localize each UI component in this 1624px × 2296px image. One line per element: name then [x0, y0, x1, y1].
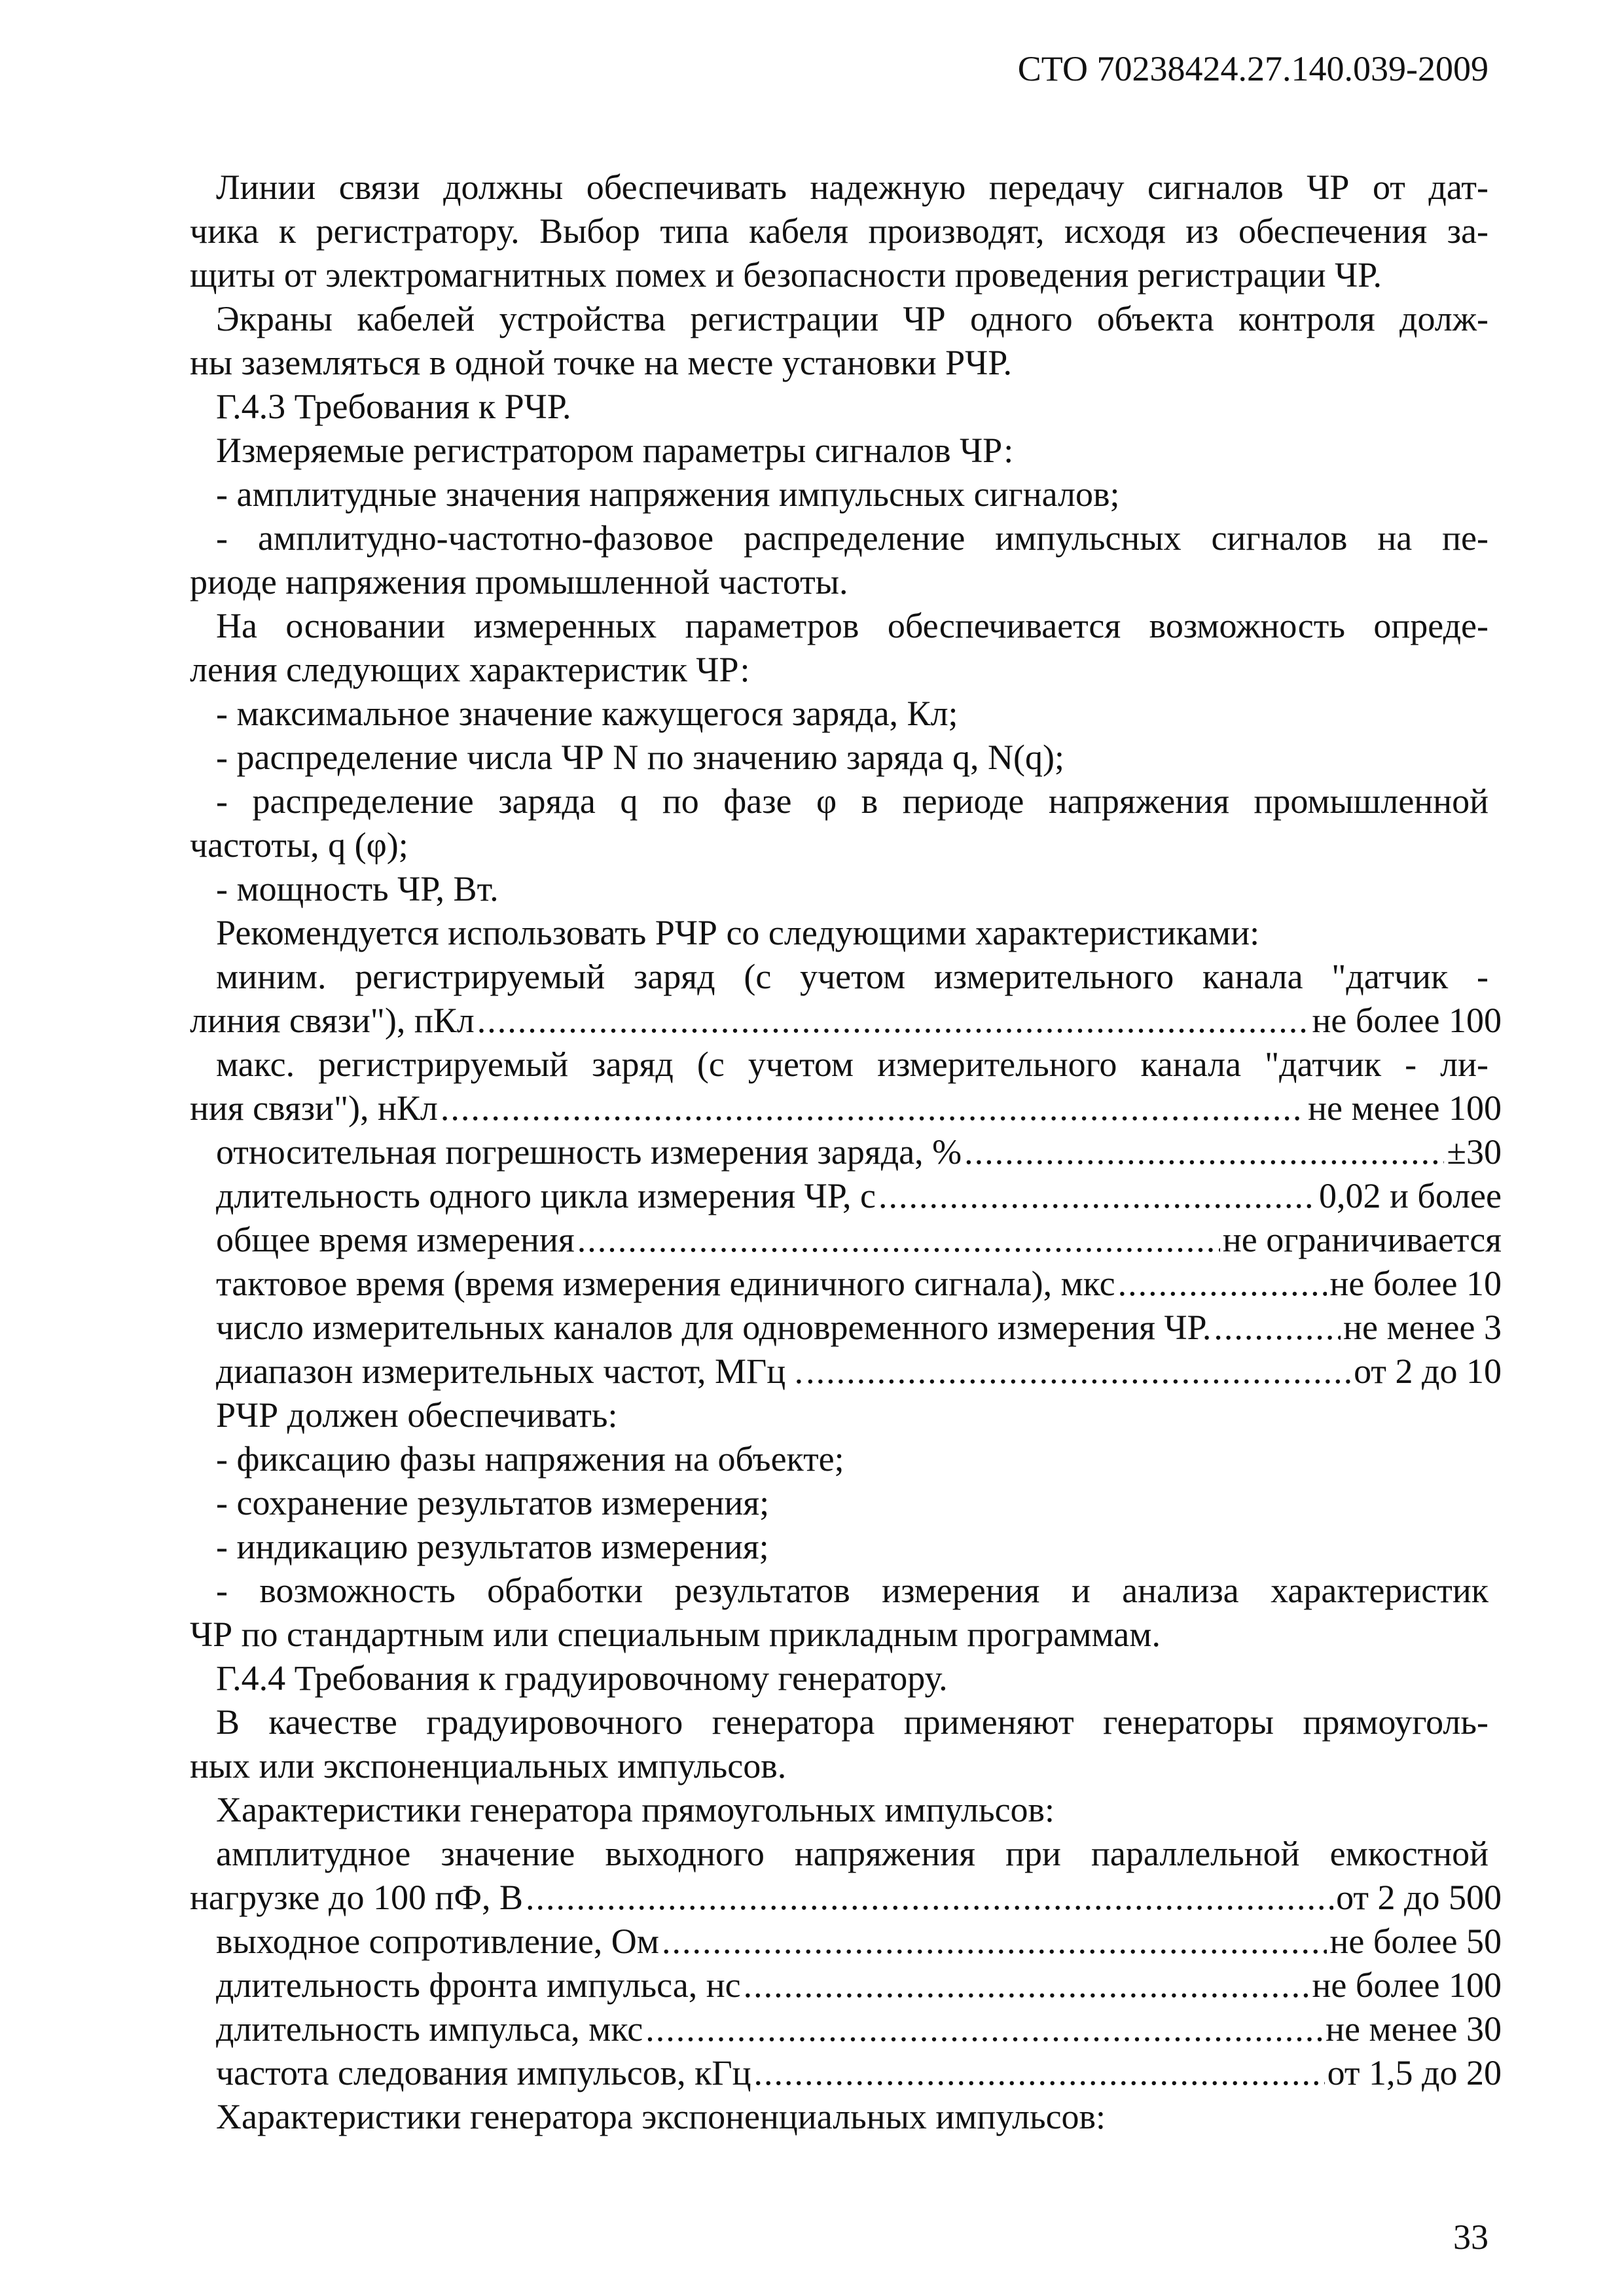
list-item: - мощность ЧР, Вт. [216, 869, 499, 908]
spec-row [190, 999, 1502, 1042]
spec-row [216, 2051, 1502, 2094]
paragraph-line: ЧР по стандартным или специальным прикладным программам. [190, 1615, 1161, 1654]
dot-leader [1214, 1306, 1341, 1349]
spec-label: число измерительных каналов для одновременного измерения ЧР. [216, 1308, 1212, 1347]
paragraph-line: риоде напряжения промышленной частоты. [190, 562, 848, 601]
spec-label: линия связи"), пКл [190, 1001, 475, 1040]
spec-value: 0,02 и более [1318, 1176, 1502, 1215]
spec-label: тактовое время (время измерения единичного сигнала), мкс [216, 1264, 1115, 1303]
section-heading: Г.4.3 Требования к РЧР. [216, 387, 571, 426]
dot-leader [577, 1218, 1220, 1261]
list-item: - амплитудно-частотно-фазовое распределение импульсных сигналов на пе- [216, 518, 1489, 558]
list-item: - фиксацию фазы напряжения на объекте; [216, 1439, 844, 1479]
spec-row [216, 1920, 1502, 1963]
dot-leader [754, 2051, 1325, 2094]
paragraph-line: В качестве градуировочного генератора применяют генераторы прямоуголь- [216, 1702, 1489, 1742]
spec-row [216, 2007, 1502, 2051]
spec-label: длительность импульса, мкс [216, 2009, 643, 2049]
page-number: 33 [1453, 2217, 1489, 2257]
paragraph-line: РЧР должен обеспечивать: [216, 1395, 618, 1435]
spec-row [190, 1876, 1502, 1919]
dot-leader [662, 1920, 1327, 1963]
spec-row [216, 1174, 1502, 1217]
paragraph-line: щиты от электромагнитных помех и безопасности проведения регистрации ЧР. [190, 255, 1382, 295]
paragraph-line: частоты, q (φ); [190, 825, 408, 865]
list-item: - распределение числа ЧР N по значению заряда q, N(q); [216, 738, 1064, 777]
spec-label: общее время измерения [216, 1220, 575, 1259]
dot-leader [645, 2007, 1323, 2051]
spec-row [216, 1964, 1502, 2007]
spec-value: ±30 [1447, 1132, 1502, 1172]
spec-value: не менее 100 [1308, 1088, 1502, 1128]
spec-label: частота следования импульсов, кГц [216, 2053, 751, 2092]
list-item: - амплитудные значения напряжения импульсных сигналов; [216, 475, 1120, 514]
dot-leader [477, 999, 1310, 1042]
spec-label: выходное сопротивление, Ом [216, 1922, 659, 1961]
dot-leader [744, 1964, 1310, 2007]
spec-row [216, 1350, 1502, 1393]
paragraph-line: Экраны кабелей устройства регистрации ЧР одного объекта контроля долж- [216, 299, 1489, 338]
spec-label: ния связи"), нКл [190, 1088, 438, 1128]
spec-value: от 2 до 500 [1336, 1878, 1502, 1917]
spec-value: от 1,5 до 20 [1327, 2053, 1502, 2092]
spec-label: диапазон измерительных частот, МГц . [216, 1352, 804, 1391]
paragraph-line: ления следующих характеристик ЧР: [190, 650, 750, 689]
dot-leader [441, 1086, 1305, 1130]
paragraph-line: Рекомендуется использовать РЧР со следующими характеристиками: [216, 913, 1260, 952]
dot-leader [806, 1350, 1351, 1393]
list-item: - возможность обработки результатов измерения и анализа характеристик [216, 1571, 1489, 1610]
paragraph-line: Характеристики генератора экспоненциальных импульсов: [216, 2097, 1106, 2136]
spec-value: не более 100 [1312, 1001, 1502, 1040]
list-item: - максимальное значение кажущегося заряда, Кл; [216, 694, 958, 733]
list-item: - индикацию результатов измерения; [216, 1527, 769, 1566]
spec-value: не менее 30 [1326, 2009, 1502, 2049]
spec-label: длительность фронта импульса, нс [216, 1965, 741, 2005]
list-item: - распределение заряда q по фазе φ в периоде напряжения промышленной [216, 781, 1489, 821]
paragraph-line: Линии связи должны обеспечивать надежную передачу сигналов ЧР от дат- [216, 168, 1489, 207]
spec-value: от 2 до 10 [1354, 1352, 1502, 1391]
document-code-header: СТО 70238424.27.140.039-2009 [1017, 49, 1489, 88]
paragraph-line: На основании измеренных параметров обеспечивается возможность опреде- [216, 606, 1489, 645]
spec-row [216, 1306, 1502, 1349]
spec-label: длительность одного цикла измерения ЧР, с [216, 1176, 876, 1215]
list-item: - сохранение результатов измерения; [216, 1483, 770, 1522]
spec-row [190, 1086, 1502, 1130]
spec-line: миним. регистрируемый заряд (с учетом измерительного канала "датчик - [216, 957, 1489, 996]
paragraph-line: Измеряемые регистратором параметры сигналов ЧР: [216, 431, 1014, 470]
section-heading: Г.4.4 Требования к градуировочному генератору. [216, 1659, 948, 1698]
paragraph-line: Характеристики генератора прямоугольных импульсов: [216, 1790, 1055, 1829]
spec-value: не ограничивается [1222, 1220, 1502, 1259]
spec-label: относительная погрешность измерения заряда, % [216, 1132, 962, 1172]
spec-line: макс. регистрируемый заряд (с учетом измерительного канала "датчик - ли- [216, 1045, 1489, 1084]
dot-leader [1118, 1262, 1327, 1305]
paragraph-line: чика к регистратору. Выбор типа кабеля производят, исходя из обеспечения за- [190, 211, 1489, 251]
dot-leader [526, 1876, 1333, 1919]
spec-row [216, 1262, 1502, 1305]
spec-value: не более 50 [1329, 1922, 1502, 1961]
spec-row [216, 1218, 1502, 1261]
spec-value: не менее 3 [1343, 1308, 1502, 1347]
spec-row [216, 1130, 1502, 1174]
spec-value: не более 10 [1329, 1264, 1502, 1303]
dot-leader [964, 1130, 1444, 1174]
spec-label: нагрузке до 100 пФ, В [190, 1878, 524, 1917]
paragraph-line: ных или экспоненциальных импульсов. [190, 1746, 787, 1785]
spec-line: амплитудное значение выходного напряжения при параллельной емкостной [216, 1834, 1489, 1873]
spec-value: не более 100 [1312, 1965, 1502, 2005]
dot-leader [878, 1174, 1316, 1217]
paragraph-line: ны заземляться в одной точке на месте установки РЧР. [190, 343, 1013, 382]
